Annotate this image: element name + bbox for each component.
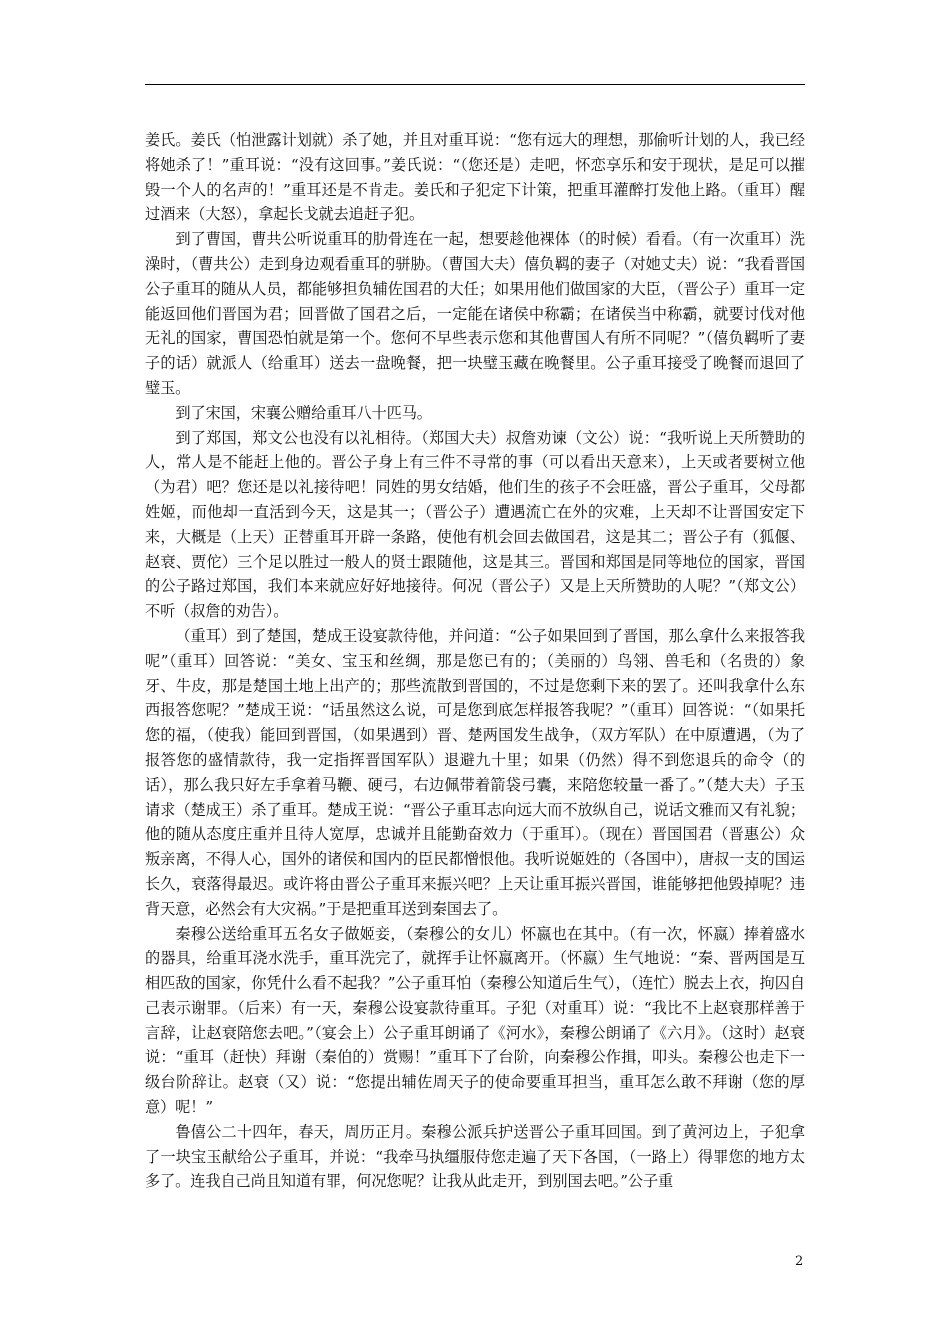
paragraph-6: 秦穆公送给重耳五名女子做姬妾，（秦穆公的女儿）怀嬴也在其中。（有一次，怀嬴）捧着盛水的器具，给重耳浇水洗手，重耳洗完了，就挥手让怀嬴离开。（怀嬴）生气地说：“秦、晋两国是互相匹敌的国家，你凭什么看不起我？”公子重耳怕（秦穆公知道后生气），（连忙）脱去上衣，拘囚自己表示谢罪。（后来）有一天，秦穆公设宴款待重耳。子犯（对重耳）说：“我比不上赵衰那样善于言辞，让赵衰陪您去吧。”（宴会上）公子重耳朗诵了《河水》，秦穆公朗诵了《六月》。（这时）赵衰说：“重耳（赶快）拜谢（秦伯的）赏赐！”重耳下了台阶，向秦穆公作揖，叩头。秦穆公也走下一级台阶辞让。赵衰（又）说：“您提出辅佐周天子的使命要重耳担当，重耳怎么敢不拜谢（您的厚意）呢！” <box>145 924 805 1117</box>
body-text <box>145 128 805 1194</box>
paragraph-5: （重耳）到了楚国，楚成王设宴款待他，并问道：“公子如果回到了晋国，那么拿什么来报答我呢”（重耳）回答说：“美女、宝玉和丝绸，那是您已有的；（美丽的）鸟翎、兽毛和（名贵的）象牙、牛皮，那是楚国土地上出产的；那些流散到晋国的，不过是您剩下来的罢了。还叫我拿什么东西报答您呢？”楚成王说：“话虽然这么说，可是您到底怎样报答我呢？”（重耳）回答说：“（如果托您的福，（使我）能回到晋国，（如果遇到）晋、楚两国发生战争，（双方军队）在中原遭遇，（为了报答您的盛情款待，我一定指挥晋国军队）退避九十里；如果（仍然）得不到您退兵的命令（的话），那么我只好左手拿着马鞭、硬弓，右边佩带着箭袋弓囊，来陪您较量一番了。”（楚大夫）子玉请求（楚成王）杀了重耳。楚成王说：“晋公子重耳志向远大而不放纵自己，说话文雅而又有礼貌；他的随从态度庄重并且待人宽厚，忠诚并且能勤奋效力（于重耳）。（现在）晋国国君（晋惠公）众叛亲离，不得人心，国外的诸侯和国内的臣民都憎恨他。我听说姬姓的（各国中），唐叔一支的国运长久，衰落得最迟。或许将由晋公子重耳来振兴吧？上天让重耳振兴晋国，谁能够把他毁掉呢？违背天意，必然会有大灾祸。”于是把重耳送到秦国去了。 <box>145 626 805 918</box>
paragraph-1: 姜氏。姜氏（怕泄露计划就）杀了她，并且对重耳说：“您有远大的理想，那偷听计划的人，我已经将她杀了！”重耳说：“没有这回事。”姜氏说：“（您还是）走吧，怀恋享乐和安于现状，是足可以摧毁一个人的名声的！”重耳还是不肯走。姜氏和子犯定下计策，把重耳灌醉打发他上路。（重耳）醒过酒来（大怒），拿起长戈就去追赶子犯。 <box>145 131 805 224</box>
header-rule <box>145 84 805 85</box>
page-number: 2 <box>795 1254 804 1269</box>
paragraph-7: 鲁僖公二十四年，春天，周历正月。秦穆公派兵护送晋公子重耳回国。到了黄河边上，子犯拿了一块宝玉献给公子重耳，并说：“我牵马执缰服侍您走遍了天下各国，（一路上）得罪您的地方太多了。连我自己尚且知道有罪，何况您呢？让我从此走开，到别国去吧。”公子重 <box>145 1122 805 1191</box>
paragraph-3: 到了宋国，宋襄公赠给重耳八十匹马。 <box>175 403 432 422</box>
paragraph-2: 到了曹国，曹共公听说重耳的肋骨连在一起，想要趁他裸体（的时候）看看。（有一次重耳）洗澡时，（曹共公）走到身边观看重耳的骈胁。（曹国大夫）僖负羁的妻子（对她丈夫）说：“我看晋国公子重耳的随从人员，都能够担负辅佐国君的大任；如果用他们做国家的大臣，（晋公子）重耳一定能返回他们晋国为君；回晋做了国君之后，一定能在诸侯中称霸；在诸侯当中称霸，就要讨伐对他无礼的国家，曹国恐怕就是第一个。您何不早些表示您和其他曹国人有所不同呢？”（僖负羁听了妻子的话）就派人（给重耳）送去一盘晚餐，把一块璧玉藏在晚餐里。公子重耳接受了晚餐而退回了璧玉。 <box>145 230 805 397</box>
paragraph-4: 到了郑国，郑文公也没有以礼相待。（郑国大夫）叔詹劝谏（文公）说：“我听说上天所赞助的人，常人是不能赶上他的。晋公子身上有三件不寻常的事（可以看出天意来），上天或者要树立他（为君）吧？您还是以礼接待吧！同姓的男女结婚，他们生的孩子不会旺盛，晋公子重耳，父母都姓姬，而他却一直活到今天，这是其一；（晋公子）遭遇流亡在外的灾难，上天却不让晋国安定下来，大概是（上天）正替重耳开辟一条路，使他有机会回去做国君，这是其二；晋公子有（狐偃、赵衰、贾佗）三个足以胜过一般人的贤士跟随他，这是其三。晋国和郑国是同等地位的国家，晋国的公子路过郑国，我们本来就应好好地接待。何况（晋公子）又是上天所赞助的人呢？”（郑文公）不听（叔詹的劝告）。 <box>145 428 805 621</box>
